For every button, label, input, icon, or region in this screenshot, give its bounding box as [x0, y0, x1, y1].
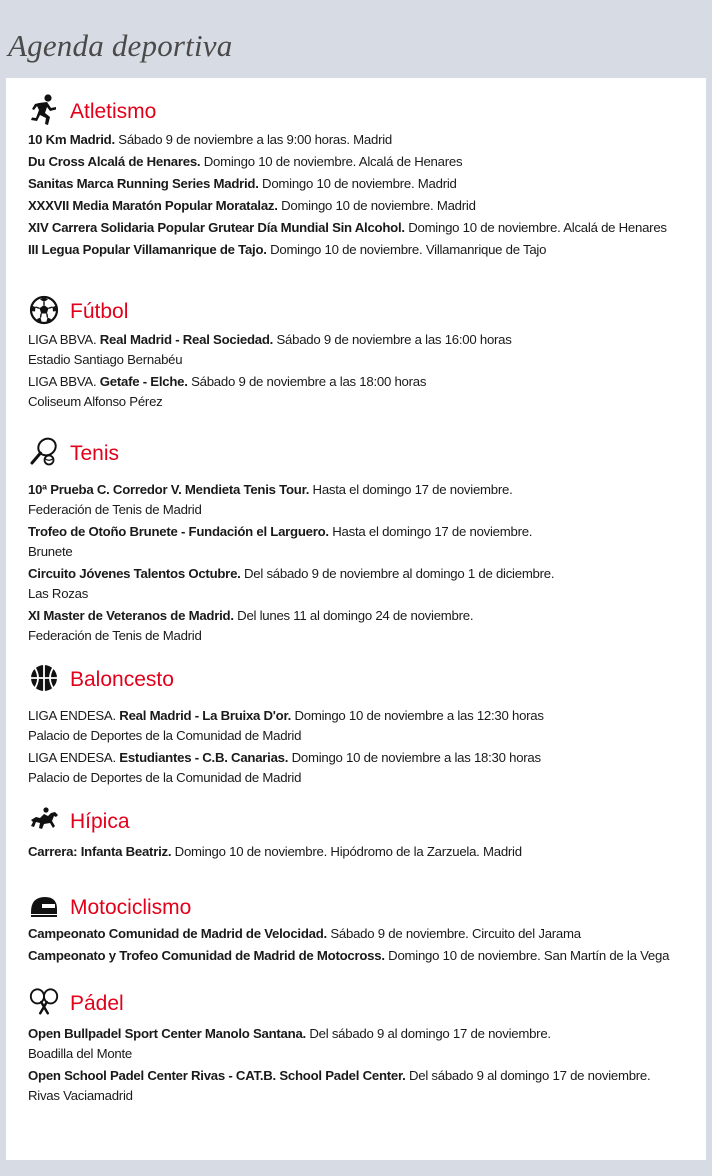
section-title: Tenis — [70, 442, 120, 465]
event-name: Trofeo de Otoño Brunete - Fundación el Larguero. — [28, 524, 329, 539]
list-item — [28, 1024, 706, 1064]
agenda-panel — [6, 78, 706, 1160]
event-venue: Las Rozas — [28, 586, 89, 601]
event-details: Domingo 10 de noviembre. Alcalá de Henares — [404, 220, 667, 235]
event-details: Del sábado 9 al domingo 17 de noviembre. — [405, 1068, 651, 1083]
event-name: 10ª Prueba C. Corredor V. Mendieta Tenis Tour. — [28, 482, 310, 497]
event-venue: Estadio Santiago Bernabéu — [28, 352, 183, 367]
section-baloncesto — [28, 662, 706, 790]
event-details: Del sábado 9 al domingo 17 de noviembre. — [305, 1026, 551, 1041]
event-details: Sábado 9 de noviembre a las 18:00 horas — [187, 374, 427, 389]
event-details: Sábado 9 de noviembre a las 16:00 horas — [273, 332, 512, 347]
event-details: Del lunes 11 al domingo 24 de noviembre. — [233, 608, 474, 623]
event-name: 10 Km Madrid. — [28, 132, 115, 147]
event-details: Domingo 10 de noviembre a las 12:30 horas — [291, 708, 544, 723]
event-venue: Palacio de Deportes de la Comunidad de Madrid — [28, 728, 302, 743]
event-details: Del sábado 9 de noviembre al domingo 1 de diciembre. — [240, 566, 555, 581]
section-title: Pádel — [70, 992, 124, 1015]
horse-rider-icon — [28, 804, 60, 836]
section-title: Fútbol — [70, 300, 129, 323]
list-item — [28, 706, 706, 746]
section-motociclismo — [28, 890, 706, 968]
list-item — [28, 522, 706, 562]
list-item — [28, 564, 706, 604]
list-item — [28, 130, 706, 150]
event-name: Open Bullpadel Sport Center Manolo Santana. — [28, 1026, 306, 1041]
list-item — [28, 946, 706, 966]
event-details: Domingo 10 de noviembre. Alcalá de Henares — [200, 154, 463, 169]
event-name: Sanitas Marca Running Series Madrid. — [28, 176, 259, 191]
section-header — [28, 662, 706, 698]
event-name: XXXVII Media Maratón Popular Moratalaz. — [28, 198, 278, 213]
section-hipica — [28, 804, 706, 864]
event-details: Hasta el domingo 17 de noviembre. — [328, 524, 533, 539]
section-header — [28, 436, 706, 472]
list-item — [28, 924, 706, 944]
event-details: Sábado 9 de noviembre a las 9:00 horas. Madrid — [114, 132, 392, 147]
event-details: Domingo 10 de noviembre. Villamanrique de Tajo — [266, 242, 547, 257]
event-venue: Brunete — [28, 544, 73, 559]
event-name: XI Master de Veteranos de Madrid. — [28, 608, 234, 623]
event-venue: Rivas Vaciamadrid — [28, 1088, 133, 1103]
event-name: Open School Padel Center Rivas - CAT.B. School Padel Center. — [28, 1068, 406, 1083]
runner-icon — [28, 94, 60, 126]
section-title: Hípica — [70, 810, 130, 833]
list-item — [28, 174, 706, 194]
event-name: Carrera: Infanta Beatriz. — [28, 844, 172, 859]
event-details: Domingo 10 de noviembre a las 18:30 horas — [288, 750, 541, 765]
list-item — [28, 196, 706, 216]
event-details: Hasta el domingo 17 de noviembre. — [309, 482, 513, 497]
basketball-icon — [28, 662, 60, 694]
section-header — [28, 94, 706, 130]
section-title: Atletismo — [70, 100, 157, 123]
event-details: Domingo 10 de noviembre. Hipódromo de la Zarzuela. Madrid — [171, 844, 522, 859]
page-title: Agenda deportiva — [8, 28, 233, 63]
soccer-ball-icon — [28, 294, 60, 326]
event-name: Getafe - Elche. — [99, 374, 188, 389]
event-name: Campeonato y Trofeo Comunidad de Madrid de Motocross. — [28, 948, 385, 963]
event-name: Real Madrid - La Bruixa D'or. — [119, 708, 292, 723]
league-label: LIGA BBVA. — [28, 374, 100, 389]
event-name: Campeonato Comunidad de Madrid de Velocidad. — [28, 926, 327, 941]
league-label: LIGA BBVA. — [28, 332, 100, 347]
event-venue: Federación de Tenis de Madrid — [28, 502, 202, 517]
event-details: Domingo 10 de noviembre. Madrid — [258, 176, 457, 191]
event-venue: Boadilla del Monte — [28, 1046, 133, 1061]
event-details: Domingo 10 de noviembre. San Martín de la Vega — [384, 948, 670, 963]
section-tenis — [28, 436, 706, 648]
event-name: XIV Carrera Solidaria Popular Grutear Día Mundial Sin Alcohol. — [28, 220, 405, 235]
league-label: LIGA ENDESA. — [28, 750, 120, 765]
motorcycle-helmet-icon — [28, 890, 60, 922]
list-item — [28, 748, 706, 788]
event-venue: Federación de Tenis de Madrid — [28, 628, 202, 643]
event-name: Estudiantes - C.B. Canarias. — [119, 750, 289, 765]
list-item — [28, 480, 706, 520]
tennis-racket-icon — [28, 436, 60, 468]
list-item — [28, 240, 706, 260]
list-item — [28, 1066, 706, 1106]
list-item — [28, 842, 706, 862]
section-atletismo — [28, 94, 706, 262]
event-name: Real Madrid - Real Sociedad. — [99, 332, 274, 347]
section-header — [28, 294, 706, 330]
list-item — [28, 152, 706, 172]
section-header — [28, 890, 706, 926]
section-header — [28, 986, 706, 1022]
section-header — [28, 804, 706, 840]
section-padel — [28, 986, 706, 1108]
list-item — [28, 218, 706, 238]
list-item — [28, 606, 706, 646]
event-name: Du Cross Alcalá de Henares. — [28, 154, 201, 169]
event-details: Domingo 10 de noviembre. Madrid — [277, 198, 476, 213]
padel-rackets-icon — [28, 986, 60, 1018]
section-futbol — [28, 294, 706, 414]
section-title: Baloncesto — [70, 668, 174, 691]
event-details: Sábado 9 de noviembre. Circuito del Jarama — [326, 926, 581, 941]
list-item — [28, 372, 706, 412]
list-item — [28, 330, 706, 370]
event-venue: Palacio de Deportes de la Comunidad de Madrid — [28, 770, 302, 785]
event-name: III Legua Popular Villamanrique de Tajo. — [28, 242, 267, 257]
event-venue: Coliseum Alfonso Pérez — [28, 394, 163, 409]
section-title: Motociclismo — [70, 896, 192, 919]
event-name: Circuito Jóvenes Talentos Octubre. — [28, 566, 241, 581]
league-label: LIGA ENDESA. — [28, 708, 120, 723]
